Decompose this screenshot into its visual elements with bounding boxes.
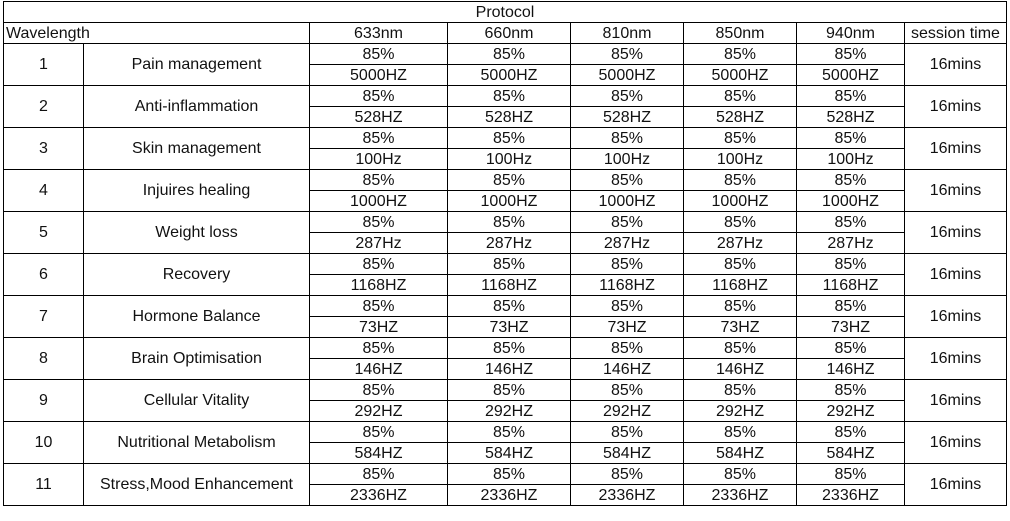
frequency-cell: 528HZ	[571, 107, 684, 128]
power-cell: 85%	[571, 464, 684, 485]
power-cell: 85%	[571, 170, 684, 191]
session-time-cell: 16mins	[905, 44, 1007, 86]
frequency-cell: 528HZ	[684, 107, 797, 128]
row-number: 6	[4, 254, 84, 296]
protocol-row	[4, 296, 1007, 317]
power-cell: 85%	[448, 170, 571, 191]
power-cell: 85%	[684, 86, 797, 107]
power-cell: 85%	[684, 254, 797, 275]
frequency-cell: 2336HZ	[310, 485, 448, 506]
power-cell: 85%	[684, 338, 797, 359]
power-cell: 85%	[448, 212, 571, 233]
row-number: 1	[4, 44, 84, 86]
frequency-cell: 584HZ	[310, 443, 448, 464]
treatment-name: Hormone Balance	[84, 296, 310, 338]
protocol-row	[4, 464, 1007, 485]
wavelength-header: Wavelength	[4, 23, 310, 44]
power-cell: 85%	[448, 254, 571, 275]
treatment-name: Brain Optimisation	[84, 338, 310, 380]
power-cell: 85%	[797, 86, 905, 107]
power-cell: 85%	[448, 338, 571, 359]
row-number: 5	[4, 212, 84, 254]
frequency-cell: 292HZ	[310, 401, 448, 422]
treatment-name: Skin management	[84, 128, 310, 170]
row-number: 11	[4, 464, 84, 506]
power-cell: 85%	[310, 296, 448, 317]
frequency-cell: 1000HZ	[571, 191, 684, 212]
row-number: 7	[4, 296, 84, 338]
session-time-cell: 16mins	[905, 128, 1007, 170]
title-row	[4, 2, 1007, 23]
frequency-cell: 287Hz	[797, 233, 905, 254]
power-cell: 85%	[310, 170, 448, 191]
power-cell: 85%	[310, 86, 448, 107]
wavelength-633-header: 633nm	[310, 23, 448, 44]
frequency-cell: 1000HZ	[310, 191, 448, 212]
treatment-name: Recovery	[84, 254, 310, 296]
power-cell: 85%	[448, 422, 571, 443]
power-cell: 85%	[571, 86, 684, 107]
power-cell: 85%	[684, 128, 797, 149]
frequency-cell: 146HZ	[448, 359, 571, 380]
frequency-cell: 1168HZ	[571, 275, 684, 296]
frequency-cell: 2336HZ	[448, 485, 571, 506]
frequency-cell: 5000HZ	[571, 65, 684, 86]
session-time-cell: 16mins	[905, 380, 1007, 422]
frequency-cell: 292HZ	[448, 401, 571, 422]
treatment-name: Cellular Vitality	[84, 380, 310, 422]
power-cell: 85%	[310, 44, 448, 65]
protocol-row	[4, 86, 1007, 107]
power-cell: 85%	[797, 212, 905, 233]
row-number: 8	[4, 338, 84, 380]
frequency-cell: 528HZ	[310, 107, 448, 128]
protocol-row	[4, 44, 1007, 65]
session-time-cell: 16mins	[905, 86, 1007, 128]
power-cell: 85%	[684, 380, 797, 401]
frequency-cell: 73HZ	[448, 317, 571, 338]
treatment-name: Pain management	[84, 44, 310, 86]
wavelength-810-header: 810nm	[571, 23, 684, 44]
frequency-cell: 73HZ	[684, 317, 797, 338]
protocol-row	[4, 170, 1007, 191]
frequency-cell: 528HZ	[448, 107, 571, 128]
frequency-cell: 287Hz	[571, 233, 684, 254]
session-time-cell: 16mins	[905, 170, 1007, 212]
power-cell: 85%	[571, 44, 684, 65]
table-title: Protocol	[4, 2, 1007, 23]
frequency-cell: 5000HZ	[310, 65, 448, 86]
frequency-cell: 5000HZ	[684, 65, 797, 86]
frequency-cell: 1000HZ	[797, 191, 905, 212]
treatment-name: Injuires healing	[84, 170, 310, 212]
frequency-cell: 100Hz	[571, 149, 684, 170]
power-cell: 85%	[310, 338, 448, 359]
frequency-cell: 287Hz	[310, 233, 448, 254]
power-cell: 85%	[571, 254, 684, 275]
power-cell: 85%	[310, 464, 448, 485]
row-number: 9	[4, 380, 84, 422]
power-cell: 85%	[797, 338, 905, 359]
treatment-name: Weight loss	[84, 212, 310, 254]
power-cell: 85%	[684, 170, 797, 191]
power-cell: 85%	[448, 296, 571, 317]
frequency-cell: 2336HZ	[571, 485, 684, 506]
wavelength-940-header: 940nm	[797, 23, 905, 44]
protocol-row	[4, 128, 1007, 149]
frequency-cell: 100Hz	[448, 149, 571, 170]
power-cell: 85%	[310, 212, 448, 233]
frequency-cell: 528HZ	[797, 107, 905, 128]
session-time-cell: 16mins	[905, 422, 1007, 464]
row-number: 3	[4, 128, 84, 170]
treatment-name: Stress,Mood Enhancement	[84, 464, 310, 506]
frequency-cell: 100Hz	[797, 149, 905, 170]
frequency-cell: 1000HZ	[448, 191, 571, 212]
row-number: 2	[4, 86, 84, 128]
power-cell: 85%	[310, 254, 448, 275]
session-time-cell: 16mins	[905, 464, 1007, 506]
frequency-cell: 584HZ	[448, 443, 571, 464]
power-cell: 85%	[571, 128, 684, 149]
power-cell: 85%	[797, 170, 905, 191]
frequency-cell: 1168HZ	[310, 275, 448, 296]
row-number: 10	[4, 422, 84, 464]
power-cell: 85%	[797, 422, 905, 443]
power-cell: 85%	[797, 44, 905, 65]
power-cell: 85%	[571, 296, 684, 317]
frequency-cell: 287Hz	[684, 233, 797, 254]
wavelength-660-header: 660nm	[448, 23, 571, 44]
header-row	[4, 23, 1007, 44]
frequency-cell: 146HZ	[571, 359, 684, 380]
frequency-cell: 2336HZ	[797, 485, 905, 506]
power-cell: 85%	[797, 254, 905, 275]
power-cell: 85%	[310, 422, 448, 443]
protocol-row	[4, 338, 1007, 359]
session-time-cell: 16mins	[905, 212, 1007, 254]
power-cell: 85%	[571, 380, 684, 401]
power-cell: 85%	[448, 44, 571, 65]
frequency-cell: 146HZ	[684, 359, 797, 380]
frequency-cell: 1168HZ	[448, 275, 571, 296]
frequency-cell: 287Hz	[448, 233, 571, 254]
power-cell: 85%	[797, 464, 905, 485]
protocol-row	[4, 254, 1007, 275]
row-number: 4	[4, 170, 84, 212]
frequency-cell: 100Hz	[684, 149, 797, 170]
session-time-cell: 16mins	[905, 296, 1007, 338]
power-cell: 85%	[448, 464, 571, 485]
frequency-cell: 292HZ	[797, 401, 905, 422]
frequency-cell: 1168HZ	[684, 275, 797, 296]
power-cell: 85%	[571, 422, 684, 443]
frequency-cell: 73HZ	[571, 317, 684, 338]
wavelength-850-header: 850nm	[684, 23, 797, 44]
frequency-cell: 73HZ	[310, 317, 448, 338]
treatment-name: Nutritional Metabolism	[84, 422, 310, 464]
frequency-cell: 2336HZ	[684, 485, 797, 506]
frequency-cell: 584HZ	[797, 443, 905, 464]
frequency-cell: 100Hz	[310, 149, 448, 170]
power-cell: 85%	[310, 128, 448, 149]
protocol-table	[3, 1, 1007, 506]
frequency-cell: 146HZ	[310, 359, 448, 380]
power-cell: 85%	[684, 422, 797, 443]
frequency-cell: 5000HZ	[448, 65, 571, 86]
session-time-cell: 16mins	[905, 338, 1007, 380]
frequency-cell: 584HZ	[684, 443, 797, 464]
power-cell: 85%	[797, 380, 905, 401]
frequency-cell: 292HZ	[571, 401, 684, 422]
session-time-cell: 16mins	[905, 254, 1007, 296]
frequency-cell: 292HZ	[684, 401, 797, 422]
treatment-name: Anti-inflammation	[84, 86, 310, 128]
frequency-cell: 5000HZ	[797, 65, 905, 86]
frequency-cell: 584HZ	[571, 443, 684, 464]
power-cell: 85%	[684, 212, 797, 233]
session-time-header: session time	[905, 23, 1007, 44]
frequency-cell: 146HZ	[797, 359, 905, 380]
power-cell: 85%	[571, 338, 684, 359]
frequency-cell: 1000HZ	[684, 191, 797, 212]
frequency-cell: 1168HZ	[797, 275, 905, 296]
power-cell: 85%	[448, 86, 571, 107]
power-cell: 85%	[684, 296, 797, 317]
power-cell: 85%	[684, 464, 797, 485]
power-cell: 85%	[310, 380, 448, 401]
power-cell: 85%	[448, 380, 571, 401]
power-cell: 85%	[797, 128, 905, 149]
protocol-row	[4, 422, 1007, 443]
power-cell: 85%	[448, 128, 571, 149]
protocol-row	[4, 380, 1007, 401]
protocol-row	[4, 212, 1007, 233]
power-cell: 85%	[797, 296, 905, 317]
frequency-cell: 73HZ	[797, 317, 905, 338]
power-cell: 85%	[571, 212, 684, 233]
power-cell: 85%	[684, 44, 797, 65]
